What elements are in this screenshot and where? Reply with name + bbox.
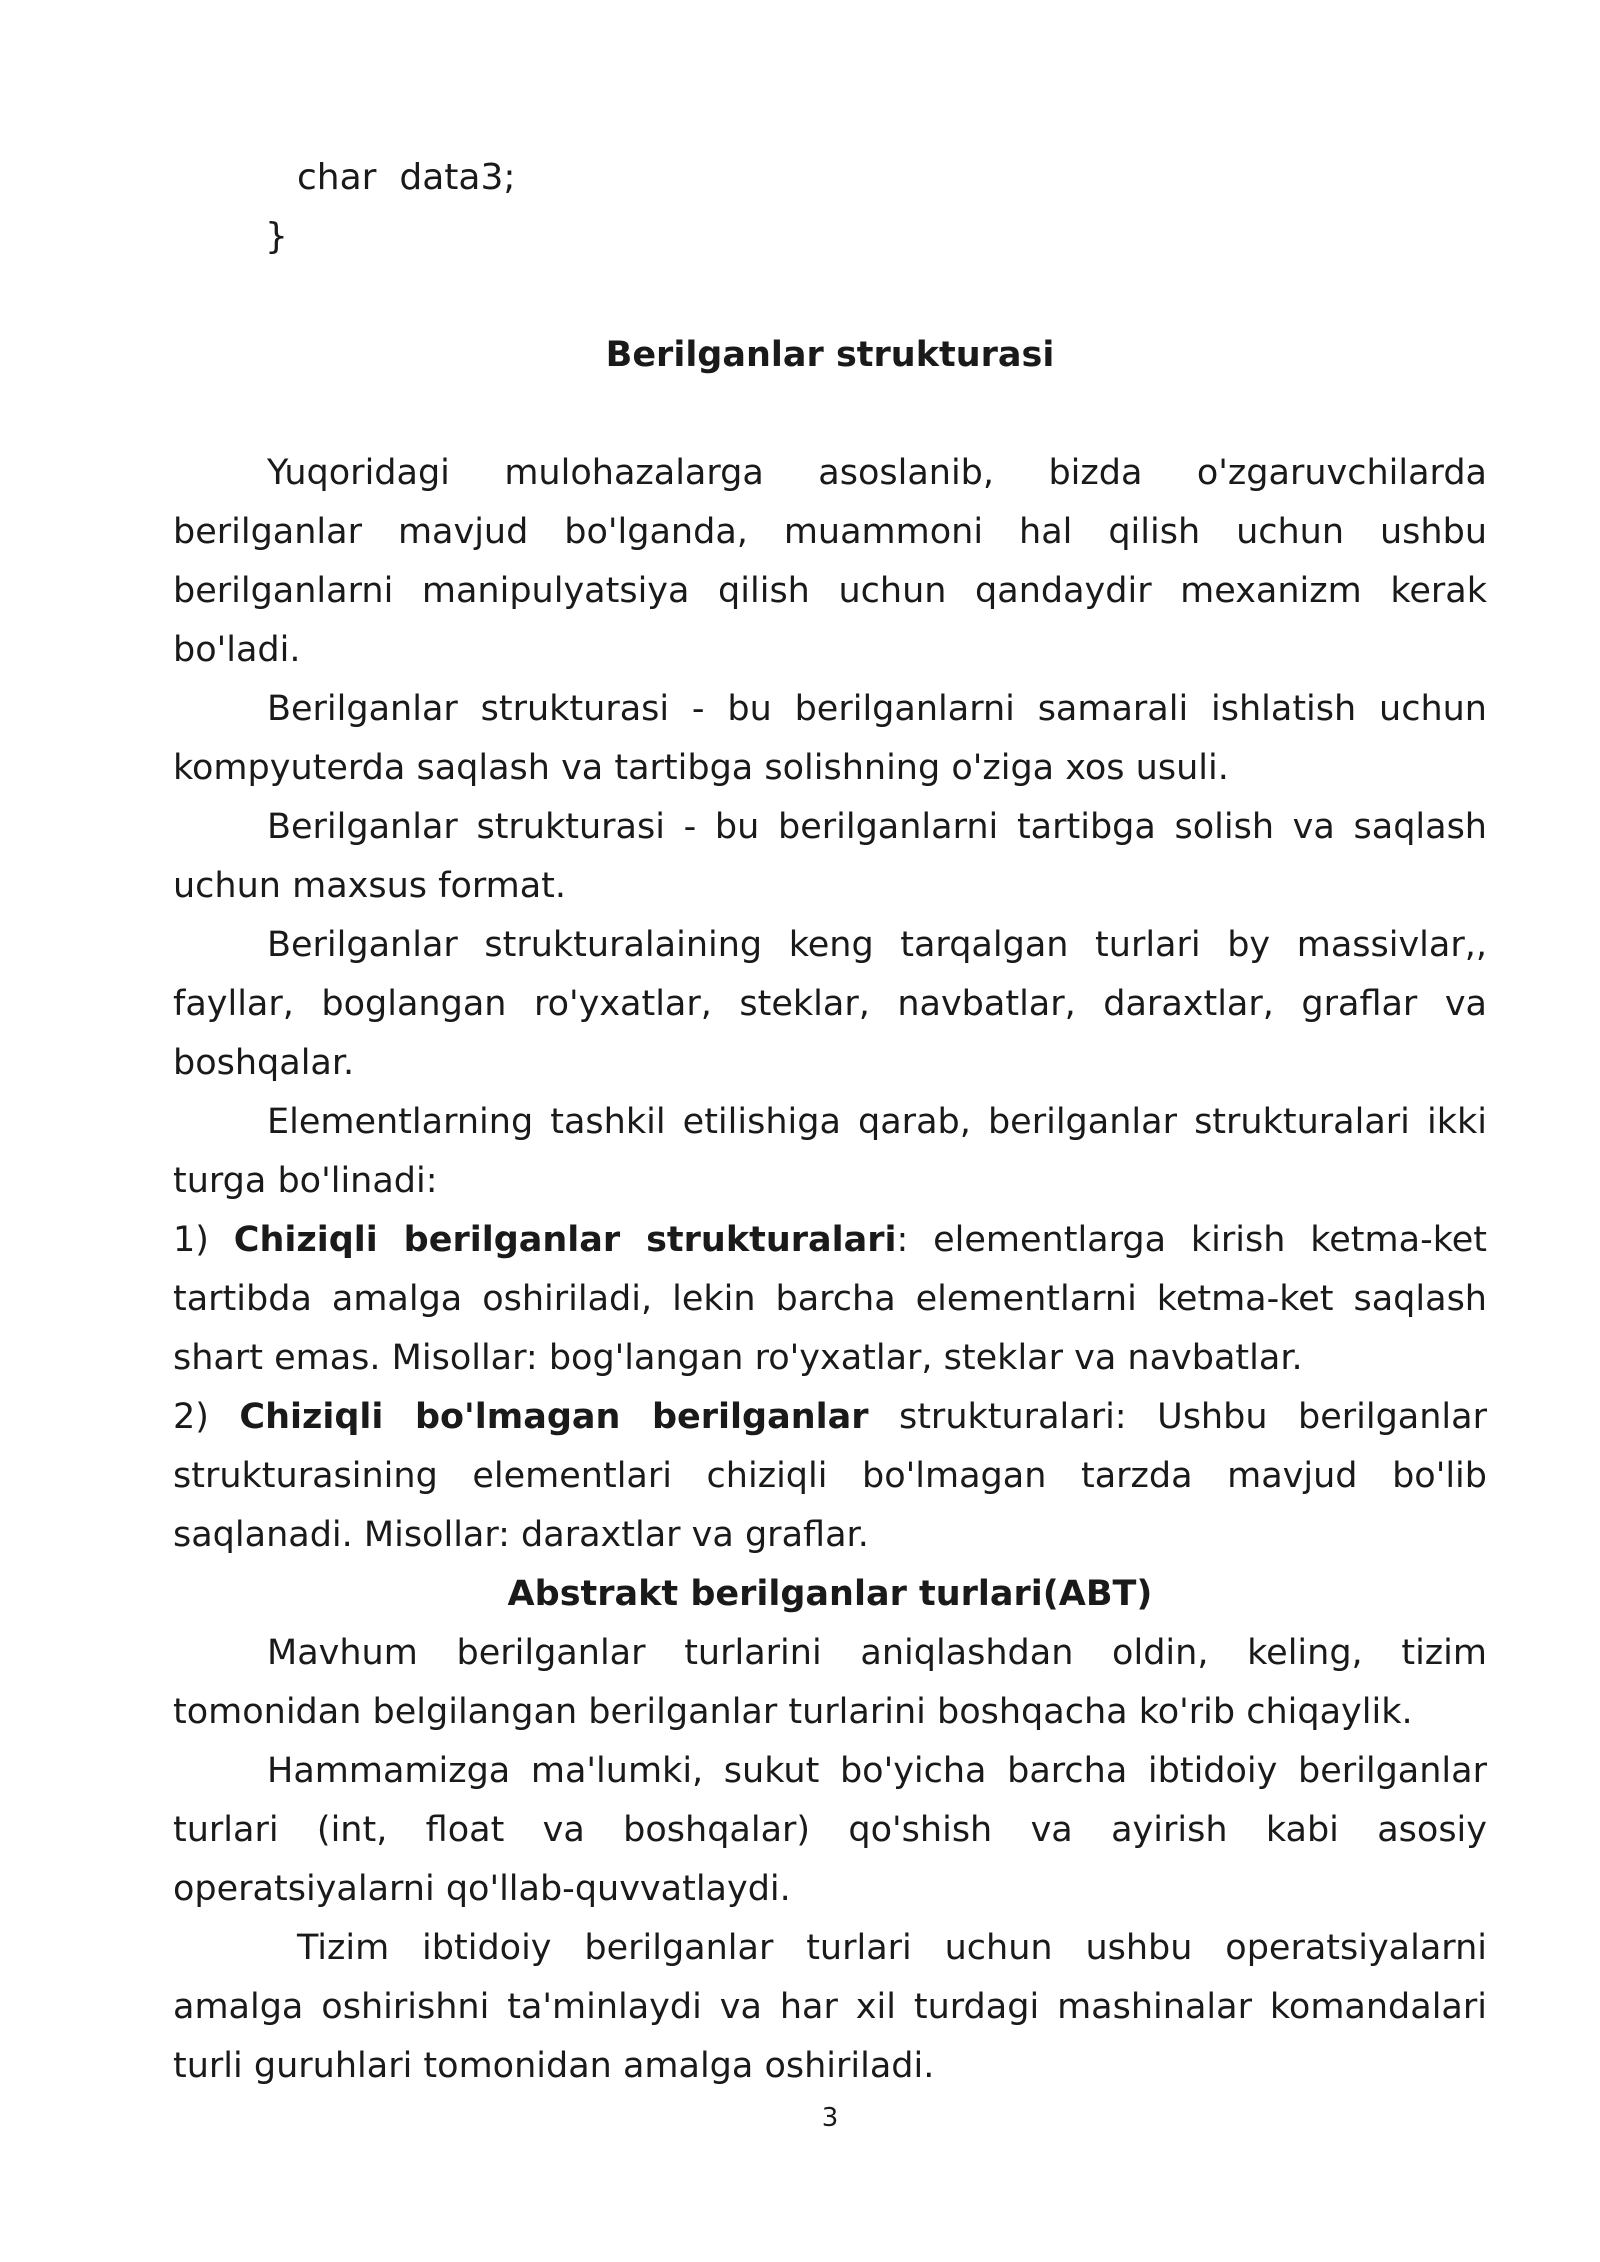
page-number: 3	[821, 2103, 839, 2133]
paragraph: Elementlarning tashkil etilishiga qarab, berilganlar strukturalari ikki turga bo'linadi:	[173, 1102, 1487, 1201]
list-item-description: strukturalari: Ushbu berilganlar strukturasining elementlari chiziqli bo'lmagan tarzda mavjud bo'lib saqlanadi. Misollar: daraxtlar va graflar.	[173, 1397, 1487, 1555]
section-heading: Berilganlar strukturasi	[605, 335, 1055, 375]
code-closing-brace: }	[265, 216, 288, 257]
code-line: char data3;	[297, 157, 516, 198]
section-heading: Abstrakt berilganlar turlari(ABT)	[507, 1574, 1153, 1614]
list-item	[173, 1211, 1487, 1388]
paragraph: Hammamizga ma'lumki, sukut bo'yicha barcha ibtidoiy berilganlar turlari (int, float va boshqalar) qo'shish va ayirish kabi asosiy operatsiyalarni qo'llab-quvvatlaydi.	[173, 1751, 1487, 1909]
document-body	[173, 444, 1487, 2096]
paragraph: Berilganlar strukturasi - bu berilganlarni tartibga solish va saqlash uchun maxsus format.	[173, 807, 1487, 906]
paragraph: Berilganlar strukturalaining keng tarqalgan turlari by massivlar,, fayllar, boglangan ro'yxatlar, steklar, navbatlar, daraxtlar, graflar va boshqalar.	[173, 925, 1487, 1083]
paragraph: Mavhum berilganlar turlarini aniqlashdan oldin, keling, tizim tomonidan belgilangan berilganlar turlarini boshqacha ko'rib chiqaylik.	[173, 1633, 1487, 1732]
list-item	[173, 1388, 1487, 1565]
list-item-term: Chiziqli berilganlar strukturalari	[233, 1220, 897, 1260]
paragraph: Berilganlar strukturasi - bu berilganlarni samarali ishlatish uchun kompyuterda saqlash va tartibga solishning o'ziga xos usuli.	[173, 689, 1487, 788]
list-item-description: : elementlarga kirish ketma-ket tartibda amalga oshiriladi, lekin barcha elementlarni ketma-ket saqlash shart emas. Misollar: bog'langan ro'yxatlar, steklar va navbatlar.	[173, 1220, 1487, 1378]
paragraph: Yuqoridagi mulohazalarga asoslanib, bizda o'zgaruvchilarda berilganlar mavjud bo'lganda, muammoni hal qilish uchun ushbu berilganlarni manipulyatsiya qilish uchun qandaydir mexanizm kerak bo'ladi.	[173, 453, 1487, 670]
list-item-number: 1)	[173, 1220, 234, 1260]
list-item-number: 2)	[173, 1397, 240, 1437]
paragraph: Tizim ibtidoiy berilganlar turlari uchun ushbu operatsiyalarni amalga oshirishni ta'minlaydi va har xil turdagi mashinalar komandalari turli guruhlari tomonidan amalga oshiriladi.	[173, 1928, 1487, 2086]
list-item-term: Chiziqli bo'lmagan berilganlar	[239, 1397, 869, 1437]
